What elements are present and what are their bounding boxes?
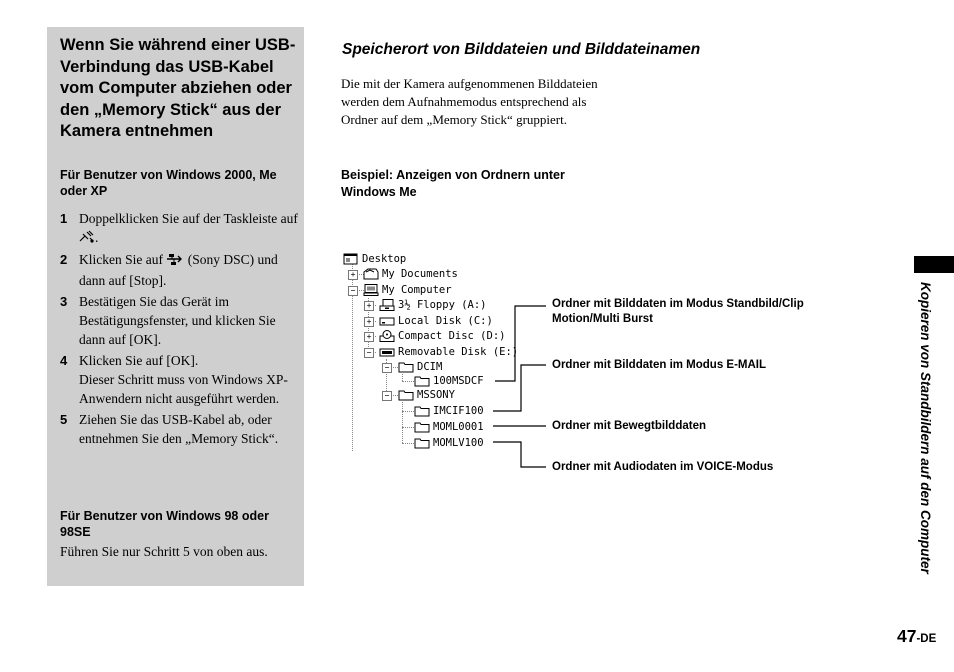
win98-heading: Für Benutzer von Windows 98 oder 98SE <box>60 509 269 539</box>
tree-item-imcif100[interactable] <box>414 404 484 418</box>
collapse-toggle[interactable]: − <box>348 286 358 296</box>
sony-dsc-icon <box>166 252 184 271</box>
my-computer-icon <box>363 284 379 296</box>
tree-label: MSSONY <box>417 389 455 401</box>
callout-label-voice: Ordner mit Audiodaten im VOICE-Modus <box>552 461 774 473</box>
tree-label: Desktop <box>362 253 407 265</box>
folder-icon <box>414 421 430 433</box>
compact-disc-icon <box>379 330 395 342</box>
tree-item-100msdcf[interactable] <box>414 374 484 388</box>
step-number: 4 <box>60 352 68 368</box>
tree-label: Compact Disc (D:) <box>398 330 506 342</box>
step-text: Bestätigen Sie das Gerät im Bestätigungsfenster, und klicken Sie dann auf [OK]. <box>79 293 276 347</box>
local-disk-icon <box>379 315 395 327</box>
tree-label: MOMLV100 <box>433 437 484 449</box>
step-number: 3 <box>60 293 68 309</box>
tree-label: My Documents <box>382 268 458 280</box>
tree-item-moml0001[interactable] <box>414 420 484 434</box>
collapse-toggle[interactable]: − <box>382 391 392 401</box>
intro-paragraph: Die mit der Kamera aufgenommenen Bilddateien werden dem Aufnahmemodus entsprechend als Ordner auf dem „Memory Stick“ gruppiert. <box>341 76 598 127</box>
tree-item-desktop[interactable] <box>343 252 406 266</box>
folder-icon <box>414 405 430 417</box>
taskbar-unplug-icon <box>79 229 95 248</box>
info-box <box>47 27 304 586</box>
chapter-tab-marker <box>914 256 954 273</box>
step-text-b: (Sony DSC) und dann auf [Stop]. <box>79 252 278 288</box>
tree-label: Local Disk (C:) <box>398 315 493 327</box>
callout-label-email: Ordner mit Bilddaten im Modus E-MAIL <box>552 359 767 371</box>
folder-icon <box>414 437 430 449</box>
win98-text: Führen Sie nur Schritt 5 von oben aus. <box>60 544 268 559</box>
tree-item-dcim[interactable] <box>398 360 442 374</box>
step-number: 2 <box>60 252 68 268</box>
tree-item-local-disk[interactable] <box>379 314 493 328</box>
chapter-label-text: Kopieren von Standbildern auf den Computer <box>918 282 933 574</box>
tree-item-my-computer[interactable] <box>363 283 452 297</box>
chapter-label <box>915 282 937 622</box>
step-text-b: . <box>95 230 99 245</box>
step-text <box>79 252 278 287</box>
tree-label: My Computer <box>382 284 452 296</box>
tree-label: 100MSDCF <box>433 375 484 387</box>
tree-label: IMCIF100 <box>433 405 484 417</box>
tree-label: 3½ Floppy (A:) <box>398 299 487 311</box>
box-heading: Wenn Sie während einer USB-Verbindung das USB-Kabel vom Computer abziehen oder den „Memory Stick“ aus der Kamera entnehmen <box>60 36 296 140</box>
win2000-heading: Für Benutzer von Windows 2000, Me oder XP <box>60 168 277 198</box>
section-title: Speicherort von Bilddateien und Bilddateinamen <box>342 41 701 58</box>
folder-icon <box>398 361 414 373</box>
folder-icon <box>398 389 414 401</box>
step-number: 1 <box>60 211 68 226</box>
tree-label: DCIM <box>417 361 443 373</box>
desktop-icon <box>343 253 359 265</box>
step-text-a: Doppelklicken Sie auf der Taskleiste auf <box>79 211 298 226</box>
step-text: Ziehen Sie das USB-Kabel ab, oder entnehmen Sie den „Memory Stick“. <box>79 411 279 446</box>
step-text-note: Dieser Schritt muss von Windows XP-Anwendern nicht ausgeführt werden. <box>79 371 288 406</box>
step-4 <box>60 351 300 408</box>
page-number-suffix: -DE <box>916 633 937 645</box>
removable-disk-icon <box>379 346 395 358</box>
step-5 <box>60 410 300 448</box>
callout-label-movie: Ordner mit Bewegtbilddaten <box>552 420 706 432</box>
tree-item-momlv100[interactable] <box>414 436 484 450</box>
tree-label: MOML0001 <box>433 421 484 433</box>
expand-toggle[interactable]: + <box>348 270 358 280</box>
my-documents-icon <box>363 268 379 280</box>
step-text-a: Klicken Sie auf [OK]. <box>79 352 199 368</box>
example-caption: Beispiel: Anzeigen von Ordnern unter Windows Me <box>341 168 565 199</box>
tree-item-compact-disc[interactable] <box>379 329 505 343</box>
tree-item-mssony[interactable] <box>398 388 455 402</box>
expand-toggle[interactable]: + <box>364 317 374 327</box>
step-text-a: Klicken Sie auf <box>79 252 163 268</box>
page-number-value: 47 <box>897 626 917 646</box>
floppy-icon <box>379 299 395 311</box>
tree-label: Removable Disk (E:) <box>398 346 519 358</box>
folder-tree <box>343 247 519 457</box>
step-number: 5 <box>60 411 68 427</box>
step-text <box>79 211 298 245</box>
step-3 <box>60 292 300 349</box>
step-text <box>79 353 288 406</box>
step-1 <box>60 209 300 248</box>
step-2 <box>60 250 300 289</box>
collapse-toggle[interactable]: − <box>364 348 374 358</box>
expand-toggle[interactable]: + <box>364 301 374 311</box>
collapse-toggle[interactable]: − <box>382 363 392 373</box>
expand-toggle[interactable]: + <box>364 332 374 342</box>
tree-item-removable-disk[interactable] <box>379 345 518 359</box>
page-number <box>897 626 936 647</box>
folder-icon <box>414 375 430 387</box>
tree-item-my-documents[interactable] <box>363 267 458 281</box>
callout-label-standbild: Ordner mit Bilddaten im Modus Standbild/Clip Motion/Multi Burst <box>552 298 804 325</box>
tree-item-floppy[interactable] <box>379 298 487 312</box>
steps-list <box>60 209 300 450</box>
